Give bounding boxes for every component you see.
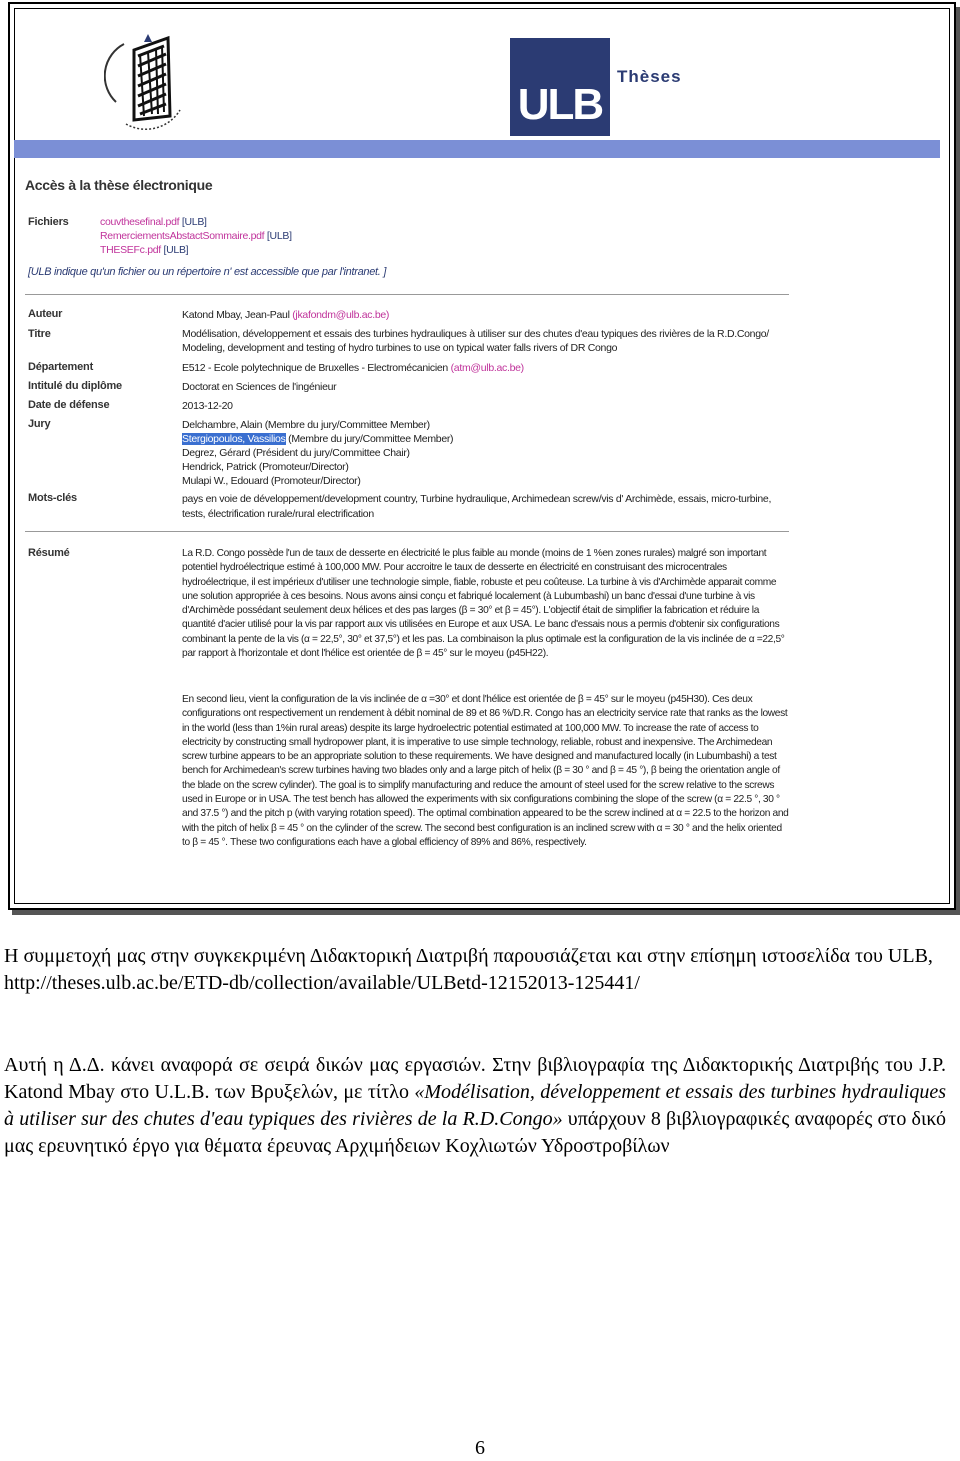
ulb-logo-text: ULB [517, 80, 603, 129]
author-label: Auteur [28, 308, 63, 320]
divider [25, 531, 789, 532]
ulb-intranet-note: [ULB indique qu'un fichier ou un répertoire n' est accessible que par l'intranet. ] [28, 266, 387, 278]
jury-member-3: Degrez, Gérard (Président du jury/Committee Chair) [182, 447, 410, 459]
jury-member-2: Stergiopoulos, Vassilios (Membre du jury/Committee Member) [182, 433, 454, 445]
department-label: Département [28, 361, 94, 373]
author-value: Katond Mbay, Jean-Paul (jkafondm@ulb.ac.be) [182, 309, 390, 321]
jury-label: Jury [28, 418, 51, 430]
ulb-thesis-screenshot [8, 2, 956, 910]
title-line-2: Modeling, development and testing of hydro turbines to use on typical water falls rivers of DR Congo [182, 342, 618, 354]
file-link-1[interactable]: couvthesefinal.pdf [ULB] [100, 216, 207, 228]
file-link-3[interactable]: THESEFc.pdf [ULB] [100, 244, 189, 256]
paragraph-ulb-participation: Η συμμετοχή μας στην συγκεκριμένη Διδακτορική Διατριβή παρουσιάζεται και στην επίσημη ιστοσελίδα του ULB, http://theses.ulb.ac.be/ETD-db/collection/available/ULBetd-12152013-125441/ [4, 945, 933, 994]
theses-label: Thèses [617, 67, 682, 86]
abstract-french: La R.D. Congo possède l'un de taux de desserte en électricité le plus faible au monde (moins de 1 %en zones rurales) malgré son important potentiel hydroélectrique estimé à 100,000 MW. Pour accroitre le taux de desserte en électricité en construisant des microcentrales hydroélectrique, il est impérieux d'utiliser une technologie simple, fiable, robuste et peu coûteuse. La turbine à vis d'Archimède apparait comme une solution appropriée à ces besoins. Nous avons ainsi conçu et fabriqué localement (à Lubumbashi) un banc d'essai d'une turbine à vis d'Archimède possédant seulement deux hélices et des pas larges (β = 30° et β = 45°). L'objectif était de simplifier la fabrication et réduire la quantité d'acier utilisé pour la vis par rapport aux vis utilisées en Europe et aux USA. Le banc d'essais nous a permis d'obtenir six configurations combinant la pente de la vis (α = 22,5°, 30° et 37,5°) et les pas. La combinaison la plus optimale est la configuration de la vis inclinée de α =22,5° par rapport à l'horizontale et dont l'hélice est orientée de β = 45° sur le moyeu (p45H22). [182, 548, 785, 660]
defense-date-value: 2013-12-20 [182, 400, 233, 412]
title-line-1: Modélisation, développement et essais des turbines hydrauliques à utiliser sur des chutes d'eau typiques des rivières de la R.D.Congo/ [182, 328, 769, 340]
divider [25, 294, 789, 295]
department-email-link[interactable]: (atm@ulb.ac.be) [450, 362, 524, 374]
highlighted-name: Stergiopoulos, Vassilios [182, 433, 286, 445]
author-email-link[interactable]: (jkafondm@ulb.ac.be) [292, 309, 390, 321]
ulb-seal-logo [104, 24, 190, 140]
degree-label: Intitulé du diplôme [28, 380, 122, 392]
defense-date-label: Date de défense [28, 399, 110, 411]
title-label: Titre [28, 328, 51, 340]
jury-member-4: Hendrick, Patrick (Promoteur/Director) [182, 461, 349, 473]
paragraph-references: Αυτή η Δ.Δ. κάνει αναφορά σε σειρά δικών μας εργασιών. Στην βιβλιογραφία της Διδακτορικής Διατριβής του J.P. Katond Mbay στο U.L.B. των Βρυξελών, με τίτλο «Modélisation, développement et essais des turbines hydrauliques à utiliser sur des chutes d'eau typiques des rivières de la R.D.Congo» υπάρχουν 8 βιβλιογραφικές αναφορές στο δικό μας ερευνητικό έργο για θέματα έρευνας Αρχιμήδειων Κοχλιωτών Υδροστροβίλων [4, 1054, 946, 1157]
file-link-2[interactable]: RemerciementsAbstactSommaire.pdf [ULB] [100, 230, 292, 242]
thesis-title: «Modélisation, développement et essais des turbines hydrauliques à utiliser sur des chutes d'eau typiques des rivières de la R.D.Congo» [4, 1081, 946, 1130]
jury-member-5: Mulapi W., Edouard (Promoteur/Director) [182, 475, 361, 487]
keywords-line-2: tests, électrification rurale/rural electrification [182, 508, 374, 520]
keywords-line-1: pays en voie de développement/development country, Turbine hydraulique, Archimedean screw/vis d' Archimède, essais, micro-turbine, [182, 493, 772, 505]
page-number: 6 [475, 1437, 485, 1459]
abstract-english: En second lieu, vient la configuration de la vis inclinée de α =30° et dont l'hélice est orientée de β = 45° sur le moyeu (p45H30). Ces deux configurations ont respectivement un rendement à débit nominal de 89 et 86 %/D.R. Congo has an electricity service rate that ranks as the lowest in the world (less than 1%in rural areas) despite its large hydroelectric potential estimated at 100,000 MW. To increase the rate of access to electricity by constructing small hydropower plant, it is imperative to use simple technology, reliable, robust and inexpensive. The Archimedean screw turbine appears to be an appropriate solution to these requirements. We have designed and manufactured locally (in Lubumbashi) a test bench for Archimedean's screw turbines having two blades only and a large pitch of helix (β = 30 ° and β = 45 °), β being the orientation angle of the blade on the screw cylinder). The goal is to simplify manufacturing and reduce the amount of steel used for the screw relative to the screws used in Europe or in USA. The test bench has allowed the experiments with six configurations combining the slope of the screw (α = 22.5 °, 30 ° and 37.5 °) and the pitch p (with varying rotation speed). The optimal combination appeared to be the screw inclined at α = 22.5 to the horizon and with the pitch of helix β = 45 ° on the cylinder of the screw. The second best configuration is an inclined screw with α = 30 ° and the helix oriented to β = 45 °. These two configurations each have a global efficiency of 89% and 86%, respectively. [182, 694, 789, 848]
files-label: Fichiers [28, 216, 69, 228]
jury-member-1: Delchambre, Alain (Membre du jury/Committee Member) [182, 419, 430, 431]
header-bar [14, 140, 940, 158]
degree-value: Doctorat en Sciences de l'ingénieur [182, 381, 337, 393]
thesis-url[interactable]: http://theses.ulb.ac.be/ETD-db/collection/available/ULBetd-12152013-125441/ [4, 972, 640, 994]
ulb-logo [510, 38, 610, 136]
keywords-label: Mots-clés [28, 492, 77, 504]
department-value: E512 - Ecole polytechnique de Bruxelles - Electromécanicien (atm@ulb.ac.be) [182, 362, 524, 374]
section-title: Accès à la thèse électronique [25, 177, 213, 193]
abstract-label: Résumé [28, 547, 70, 559]
